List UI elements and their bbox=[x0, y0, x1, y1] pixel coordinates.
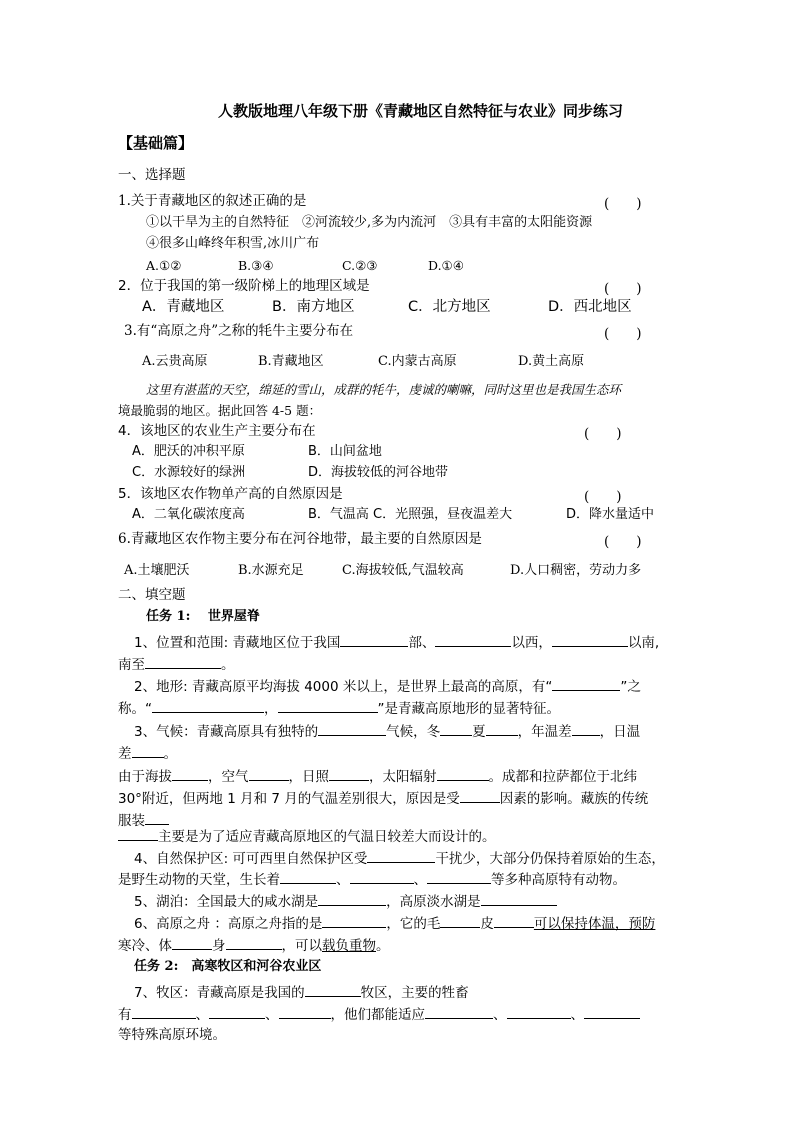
q3-option-d[interactable]: D.黄土高原 bbox=[518, 354, 585, 369]
f1-text-1: 1、位置和范围: 青藏地区位于我国 bbox=[134, 635, 341, 651]
f3-text-1: 3、气候：青藏高原具有独特的 bbox=[134, 724, 319, 740]
f3-text-8: 由于海拔 bbox=[118, 769, 172, 785]
f1-text-6: 。 bbox=[221, 657, 235, 673]
q2-option-a[interactable]: A．青藏地区 bbox=[142, 299, 225, 315]
f3-text-6: 差 bbox=[118, 746, 132, 762]
part1-heading: 一、选择题 bbox=[118, 167, 186, 183]
f3-text-14: 因素的影响。藏族的传统 bbox=[499, 791, 649, 807]
f4-text-2: 干扰少，大部分仍保持着原始的生态， bbox=[435, 851, 665, 867]
f4-blank-1[interactable] bbox=[367, 848, 435, 863]
q3-stem: 3.有“高原之舟”之称的牦牛主要分布在 bbox=[124, 323, 354, 339]
f6-text-7: ，可以 bbox=[281, 938, 322, 954]
f3-line-4 bbox=[118, 788, 648, 808]
f7-text-6: ，他们都能适应 bbox=[330, 1007, 425, 1023]
f4-blank-3[interactable] bbox=[350, 869, 414, 884]
q4-option-d[interactable]: D．海拔较低的河谷地带 bbox=[308, 465, 449, 480]
f7-text-1: 7、牧区：青藏高原是我国的 bbox=[134, 985, 305, 1001]
f7-blank-3[interactable] bbox=[209, 1004, 265, 1019]
f7-text-3: 有 bbox=[118, 1007, 132, 1023]
q6-option-b[interactable]: B.水源充足 bbox=[238, 563, 304, 578]
f1-blank-2[interactable] bbox=[435, 632, 511, 647]
f2-blank-1[interactable] bbox=[552, 676, 620, 691]
task1-heading: 任务 1: 世界屋脊 bbox=[146, 609, 260, 624]
f3-blank-2[interactable] bbox=[440, 721, 472, 736]
page-title: 人教版地理八年级下册《青藏地区自然特征与农业》同步练习 bbox=[218, 102, 624, 120]
f5-text-2: ，高原淡水湖是 bbox=[386, 894, 481, 910]
q6-option-c[interactable]: C.海拔较低,气温较高 bbox=[342, 563, 464, 578]
f3-line-2 bbox=[118, 743, 177, 763]
q4-option-c[interactable]: C．水源较好的绿洲 bbox=[132, 465, 246, 480]
q3-answer-paren[interactable]: ( ) bbox=[604, 326, 642, 342]
f3-line-3 bbox=[118, 766, 637, 786]
f7-blank-2[interactable] bbox=[132, 1004, 196, 1019]
f6-blank-1[interactable] bbox=[322, 913, 386, 928]
f1-text-4: 以南, bbox=[627, 635, 660, 651]
f7-text-4: 、 bbox=[195, 1007, 209, 1023]
f6-line-2 bbox=[118, 935, 390, 955]
f6-text-3: 皮 bbox=[480, 916, 494, 932]
f6-text-9: 。 bbox=[376, 938, 390, 954]
q5-option-b[interactable]: B．气温高 C．光照强，昼夜温差大 bbox=[308, 507, 513, 522]
f3-blank-6[interactable] bbox=[172, 766, 208, 781]
part2-heading: 二、填空题 bbox=[118, 587, 186, 603]
f6-text-8: 载负重物 bbox=[322, 938, 376, 954]
f3-blank-5[interactable] bbox=[132, 743, 164, 758]
q5-option-a[interactable]: A．二氧化碳浓度高 bbox=[132, 507, 245, 522]
f4-text-1: 4、自然保护区: 可可西里自然保护区受 bbox=[134, 851, 368, 867]
f4-blank-4[interactable] bbox=[427, 869, 491, 884]
q3-option-b[interactable]: B.青藏地区 bbox=[258, 354, 324, 369]
f6-line-1 bbox=[134, 913, 655, 933]
q6-answer-paren[interactable]: ( ) bbox=[604, 534, 642, 550]
f3-blank-1[interactable] bbox=[318, 721, 386, 736]
f7-line-2 bbox=[118, 1004, 640, 1024]
f6-blank-5[interactable] bbox=[226, 935, 282, 950]
task2-heading: 任务 2: 高寒牧区和河谷农业区 bbox=[134, 959, 322, 974]
q1-option-b[interactable]: B.③④ bbox=[238, 258, 274, 273]
f2-blank-3[interactable] bbox=[278, 698, 378, 713]
section-basic: 【基础篇】 bbox=[118, 134, 194, 152]
f3-blank-10[interactable] bbox=[460, 788, 500, 803]
f7-blank-6[interactable] bbox=[507, 1004, 571, 1019]
f3-blank-3[interactable] bbox=[486, 721, 518, 736]
f6-text-4: 可以保持体温，预防 bbox=[533, 916, 656, 932]
f4-text-5: 、 bbox=[413, 872, 427, 888]
q6-option-a[interactable]: A.土壤肥沃 bbox=[124, 563, 190, 578]
q5-stem: 5．该地区农作物单产高的自然原因是 bbox=[118, 486, 343, 502]
f3-blank-8[interactable] bbox=[329, 766, 369, 781]
f3-line-1 bbox=[134, 721, 640, 741]
f4-line-2 bbox=[118, 869, 626, 889]
f1-text-3: 以西， bbox=[511, 635, 552, 651]
f7-text-2: 牧区，主要的牲畜 bbox=[360, 985, 469, 1001]
q3-option-c[interactable]: C.内蒙古高原 bbox=[378, 354, 457, 369]
f6-text-2: ，它的毛 bbox=[386, 916, 441, 932]
f3-blank-11[interactable] bbox=[145, 810, 169, 825]
f1-blank-3[interactable] bbox=[552, 632, 628, 647]
q6-option-d[interactable]: D.人口稠密，劳动力多 bbox=[510, 563, 642, 578]
q5-option-d[interactable]: D．降水量适中 bbox=[566, 507, 655, 522]
q4-option-b[interactable]: B．山间盆地 bbox=[308, 444, 382, 459]
q1-items-1: ①以干旱为主的自然特征 ②河流较少,多为内流河 ③具有丰富的太阳能资源 bbox=[146, 215, 593, 230]
f6-blank-2[interactable] bbox=[440, 913, 480, 928]
f3-text-12: 。成都和拉萨都位于北纬 bbox=[488, 769, 637, 785]
f7-line-3: 等特殊高原环境。 bbox=[118, 1027, 226, 1043]
f2-text-5: ”是青藏高原地形的显著特征。 bbox=[377, 701, 560, 717]
f7-text-5: 、 bbox=[265, 1007, 279, 1023]
f5-text-1: 5、湖泊：全国最大的咸水湖是 bbox=[134, 894, 319, 910]
f7-text-7: 、 bbox=[493, 1007, 507, 1023]
q1-option-d[interactable]: D.①④ bbox=[428, 258, 464, 273]
f5-blank-1[interactable] bbox=[318, 891, 386, 906]
f7-blank-7[interactable] bbox=[584, 1004, 640, 1019]
f1-blank-1[interactable] bbox=[340, 632, 408, 647]
q2-answer-paren[interactable]: ( ) bbox=[604, 281, 642, 297]
f6-blank-3[interactable] bbox=[494, 913, 534, 928]
f6-text-1: 6、高原之舟 ：高原之舟指的是 bbox=[134, 916, 323, 932]
q1-option-a[interactable]: A.①② bbox=[146, 258, 182, 273]
f1-line-1 bbox=[134, 632, 659, 652]
f5-line-1 bbox=[134, 891, 557, 911]
f3-text-13: 30°附近，但两地 1 月和 7 月的气温差别很大，原因是受 bbox=[118, 791, 460, 807]
passage-line-1: 这里有湛蓝的天空，绵延的雪山，成群的牦牛，虔诚的喇嘛，同时这里也是我国生态环 bbox=[146, 382, 622, 397]
f3-text-7: 。 bbox=[163, 746, 177, 762]
q1-answer-paren[interactable]: ( ) bbox=[604, 196, 642, 212]
q2-stem: 2．位于我国的第一级阶梯上的地理区域是 bbox=[118, 278, 370, 294]
q1-stem: 1.关于青藏地区的叙述正确的是 bbox=[118, 193, 307, 209]
q2-option-b[interactable]: B．南方地区 bbox=[272, 299, 355, 315]
f7-blank-5[interactable] bbox=[425, 1004, 493, 1019]
f7-line-1 bbox=[134, 982, 469, 1002]
f2-text-4: ， bbox=[264, 701, 278, 717]
f1-blank-4[interactable] bbox=[145, 654, 221, 669]
f4-text-4: 、 bbox=[336, 872, 350, 888]
f4-text-6: 等多种高原特有动物。 bbox=[491, 872, 626, 888]
q2-option-c[interactable]: C．北方地区 bbox=[408, 299, 491, 315]
f3-text-2: 气候，冬 bbox=[386, 724, 441, 740]
passage-line-2: 境最脆弱的地区。据此回答 4-5 题： bbox=[118, 403, 322, 418]
q1-option-c[interactable]: C.②③ bbox=[342, 258, 378, 273]
f1-text-5: 南至 bbox=[118, 657, 145, 673]
f2-blank-2[interactable] bbox=[152, 698, 264, 713]
f4-blank-2[interactable] bbox=[280, 869, 336, 884]
f2-text-3: 称。“ bbox=[118, 701, 152, 717]
f1-text-2: 部、 bbox=[408, 635, 436, 651]
f4-text-3: 是野生动物的天堂，生长着 bbox=[118, 872, 280, 888]
q4-option-a[interactable]: A．肥沃的冲积平原 bbox=[132, 444, 245, 459]
f3-text-15: 服装 bbox=[118, 813, 145, 829]
q6-stem: 6.青藏地区农作物主要分布在河谷地带，最主要的自然原因是 bbox=[118, 531, 482, 547]
f3-line-6 bbox=[118, 826, 496, 846]
q4-stem: 4．该地区的农业生产主要分布在 bbox=[118, 423, 316, 439]
f3-text-10: ，日照 bbox=[288, 769, 329, 785]
f3-text-3: 夏 bbox=[472, 724, 486, 740]
f3-blank-12[interactable] bbox=[118, 826, 158, 841]
f2-line-1 bbox=[134, 676, 641, 696]
f6-text-5: 寒冷、体 bbox=[118, 938, 172, 954]
f1-line-2 bbox=[118, 654, 235, 674]
q4-answer-paren[interactable]: ( ) bbox=[584, 426, 622, 442]
f2-text-2: ”之 bbox=[620, 679, 641, 695]
f4-line-1 bbox=[134, 848, 665, 868]
f3-text-11: ，太阳辐射 bbox=[369, 769, 437, 785]
f5-blank-2[interactable] bbox=[481, 891, 557, 906]
q3-option-a[interactable]: A.云贵高原 bbox=[142, 354, 208, 369]
f3-blank-9[interactable] bbox=[437, 766, 489, 781]
q2-option-d[interactable]: D．西北地区 bbox=[548, 299, 632, 315]
f3-text-16: 主要是为了适应青藏高原地区的气温日较差大而设计的。 bbox=[158, 829, 496, 845]
q1-items-2: ④很多山峰终年积雪,冰川广布 bbox=[146, 236, 320, 251]
f7-text-8: 、 bbox=[570, 1007, 584, 1023]
f3-blank-4[interactable] bbox=[572, 721, 600, 736]
f2-text-1: 2、地形: 青藏高原平均海拔 4000 米以上，是世界上最高的高原，有“ bbox=[134, 679, 553, 695]
q5-answer-paren[interactable]: ( ) bbox=[584, 489, 622, 505]
f7-blank-1[interactable] bbox=[305, 982, 361, 997]
f3-text-5: ，日温 bbox=[599, 724, 641, 740]
f6-blank-4[interactable] bbox=[172, 935, 212, 950]
f3-text-9: ，空气 bbox=[208, 769, 249, 785]
f2-line-2 bbox=[118, 698, 560, 718]
f6-text-6: 身 bbox=[212, 938, 226, 954]
f7-blank-4[interactable] bbox=[279, 1004, 331, 1019]
f3-text-4: ，年温差 bbox=[517, 724, 572, 740]
f3-blank-7[interactable] bbox=[249, 766, 289, 781]
